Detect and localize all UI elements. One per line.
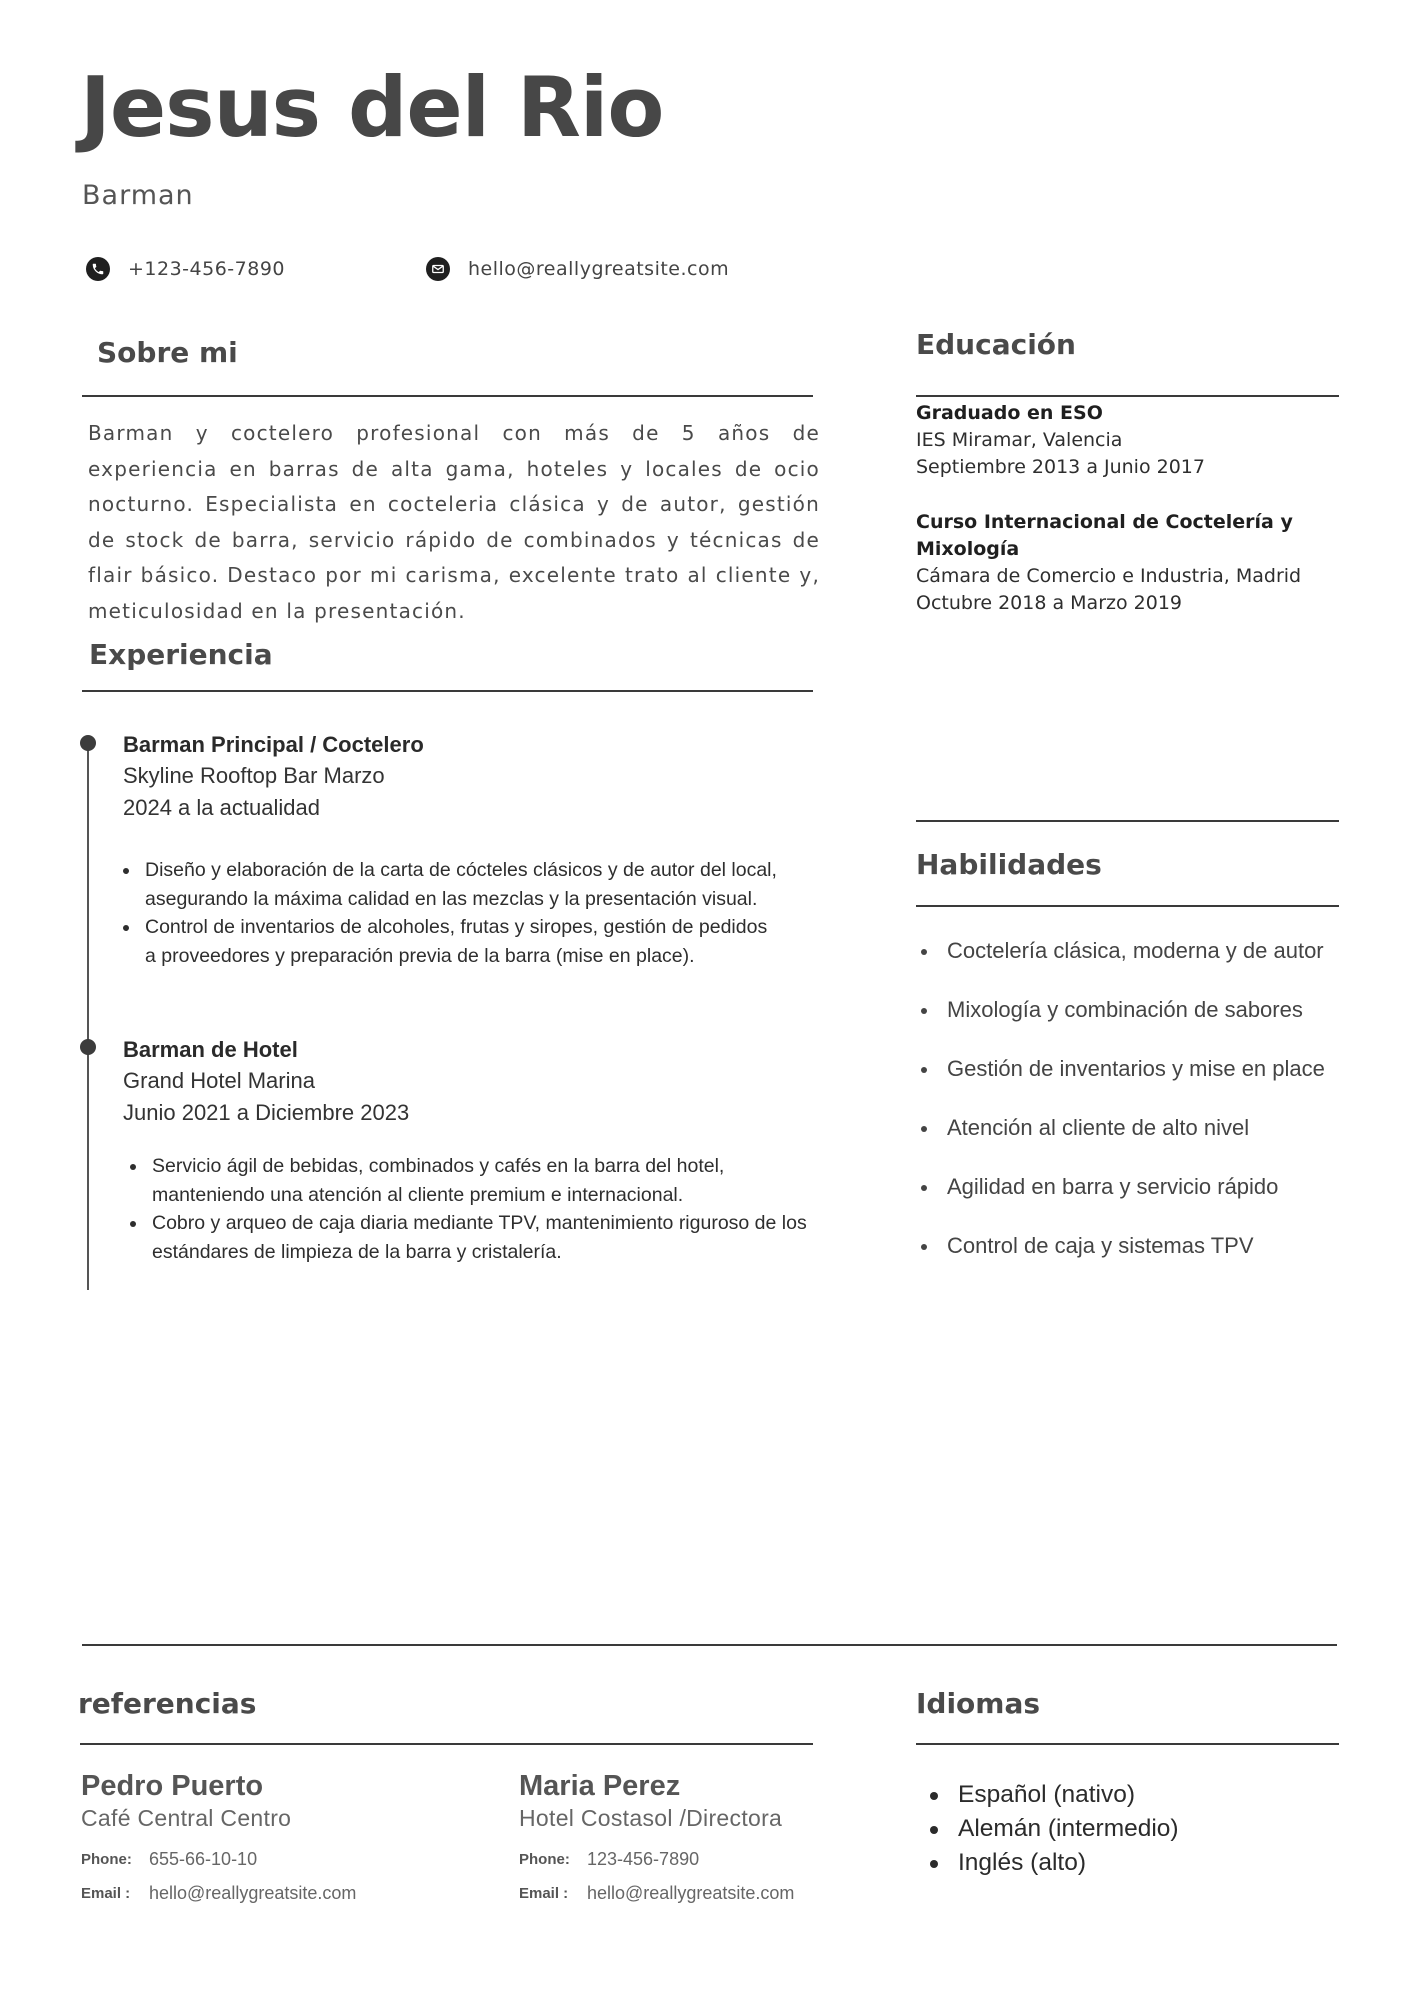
reference-card	[519, 1770, 939, 1910]
experience-heading: Experiencia	[89, 638, 273, 671]
education-title: Graduado en ESO	[916, 402, 1103, 424]
reference-name: Maria Perez	[519, 1770, 681, 1802]
list-item: Atención al cliente de alto nivel	[917, 1115, 1397, 1174]
phone-value: 655-66-10-10	[149, 1848, 258, 1869]
job-entry	[123, 732, 823, 824]
reference-name: Pedro Puerto	[81, 1770, 264, 1802]
email-label: Email :	[81, 1884, 131, 1902]
timeline-dot	[80, 1039, 96, 1055]
phone-label: Phone:	[519, 1850, 570, 1868]
job-company: Grand Hotel Marina	[123, 1068, 315, 1093]
job-bullets	[128, 1152, 818, 1266]
about-divider	[82, 395, 813, 397]
list-item: Control de inventarios de alcoholes, frutas y siropes, gestión de pedidos a proveedores y preparación previa de la barra (mise en place).	[121, 913, 781, 970]
phone-icon	[86, 257, 110, 281]
references-heading: referencias	[78, 1687, 257, 1720]
education-divider	[916, 395, 1339, 397]
list-item: Control de caja y sistemas TPV	[917, 1233, 1397, 1292]
job-dates: 2024 a la actualidad	[123, 795, 320, 820]
reference-email	[519, 1876, 939, 1910]
about-text: Barman y coctelero profesional con más de 5 años de experiencia en barras de alta gama, hoteles y locales de ocio nocturno. Especialista en cocteleria clásica y de autor, gestión de stock de barra, servicio rápido de combinados y técnicas de flair básico. Destaco por mi carisma, excelente trato al cliente y, meticulosidad en la presentación.	[88, 421, 820, 623]
reference-card	[81, 1770, 501, 1910]
education-line: IES Miramar, Valencia	[916, 429, 1123, 451]
reference-email	[81, 1876, 501, 1910]
email-text: hello@reallygreatsite.com	[468, 258, 730, 280]
list-item: Alemán (intermedio)	[916, 1812, 1336, 1846]
experience-timeline	[87, 742, 89, 1290]
list-item: Mixología y combinación de sabores	[917, 997, 1397, 1056]
candidate-role: Barman	[82, 180, 194, 211]
contact-phone	[86, 254, 285, 284]
list-item: Español (nativo)	[916, 1778, 1336, 1812]
phone-label: Phone:	[81, 1850, 132, 1868]
candidate-name: Jesus del Rio	[80, 59, 664, 156]
education-line: Septiembre 2013 a Junio 2017	[916, 456, 1205, 478]
job-company: Skyline Rooftop Bar Marzo	[123, 763, 385, 788]
list-item: Agilidad en barra y servicio rápido	[917, 1174, 1397, 1233]
reference-phone	[81, 1842, 501, 1876]
languages-heading: Idiomas	[916, 1687, 1041, 1720]
experience-divider	[82, 690, 813, 692]
reference-org: Hotel Costasol /Directora	[519, 1805, 783, 1831]
job-title: Barman de Hotel	[123, 1037, 298, 1062]
contact-email	[426, 254, 729, 284]
email-value: hello@reallygreatsite.com	[587, 1882, 795, 1903]
list-item: Inglés (alto)	[916, 1846, 1336, 1880]
languages-divider	[916, 1743, 1339, 1745]
email-value: hello@reallygreatsite.com	[149, 1882, 357, 1903]
education-title: Curso Internacional de Coctelería y Mixología	[916, 511, 1293, 560]
list-item: Servicio ágil de bebidas, combinados y cafés en la barra del hotel, manteniendo una atención al cliente premium e internacional.	[128, 1152, 818, 1209]
education-item	[916, 509, 1336, 617]
skills-heading: Habilidades	[916, 848, 1102, 881]
skills-top-divider	[916, 820, 1339, 822]
skills-list	[917, 938, 1397, 1292]
list-item: Diseño y elaboración de la carta de cócteles clásicos y de autor del local, asegurando la máxima calidad en las mezclas y la presentación visual.	[121, 856, 781, 913]
reference-phone	[519, 1842, 939, 1876]
education-heading: Educación	[916, 328, 1076, 361]
references-divider	[80, 1743, 813, 1745]
email-icon	[426, 257, 450, 281]
job-bullets	[121, 856, 781, 970]
bottom-divider	[82, 1644, 1337, 1646]
phone-text: +123-456-7890	[128, 258, 286, 280]
timeline-dot	[80, 735, 96, 751]
reference-org: Café Central Centro	[81, 1805, 292, 1831]
list-item: Cobro y arqueo de caja diaria mediante TPV, mantenimiento riguroso de los estándares de limpieza de la barra y cristalería.	[128, 1209, 818, 1266]
list-item: Coctelería clásica, moderna y de autor	[917, 938, 1397, 997]
job-title: Barman Principal / Coctelero	[123, 732, 424, 757]
about-heading: Sobre mi	[97, 336, 238, 369]
phone-value: 123-456-7890	[587, 1848, 700, 1869]
email-label: Email :	[519, 1884, 569, 1902]
skills-divider	[916, 905, 1339, 907]
education-line: Octubre 2018 a Marzo 2019	[916, 592, 1182, 614]
job-dates: Junio 2021 a Diciembre 2023	[123, 1100, 410, 1125]
list-item: Gestión de inventarios y mise en place	[917, 1056, 1397, 1115]
education-item	[916, 400, 1336, 481]
languages-list	[916, 1778, 1336, 1880]
job-entry	[123, 1037, 823, 1129]
education-line: Cámara de Comercio e Industria, Madrid	[916, 565, 1302, 587]
